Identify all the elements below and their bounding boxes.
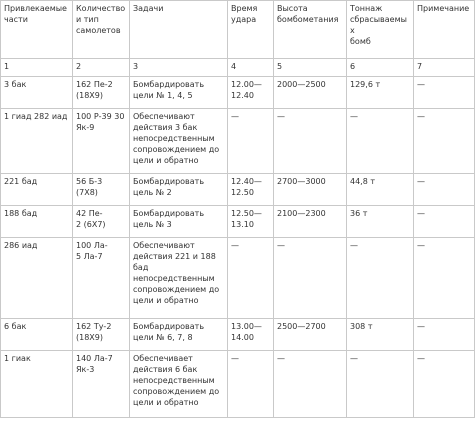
unit-cell: 6 бак [1,319,73,351]
note-cell: — [414,77,475,109]
task-cell: Обеспечивают действия 3 бак непосредственным сопровождением до цели и обратно [130,109,228,174]
strike-time-cell: — [228,109,274,174]
index-cell: 3 [130,59,228,77]
tonnage-cell: 129,6 т [347,77,414,109]
index-cell: 4 [228,59,274,77]
altitude-cell: 2100—2300 [274,206,347,238]
strike-time-cell: 12.00— 12.40 [228,77,274,109]
header-cell: Время удара [228,1,274,59]
task-cell: Бомбардировать цели № 6, 7, 8 [130,319,228,351]
task-cell: Бомбардировать цели № 1, 4, 5 [130,77,228,109]
task-cell: Обеспечивают действия 221 и 188 бад непосредственным сопровождением до цели и обратно [130,238,228,319]
altitude-cell: 2000—2500 [274,77,347,109]
note-cell: — [414,109,475,174]
note-cell: — [414,206,475,238]
header-cell: Примечание [414,1,475,59]
header-cell: Высота бомбометания [274,1,347,59]
table-row [1,174,475,206]
aircraft-cell: 56 Б-3 (7Х8) [73,174,130,206]
note-cell: — [414,351,475,418]
tonnage-cell: — [347,238,414,319]
altitude-cell: 2500—2700 [274,319,347,351]
altitude-cell: — [274,238,347,319]
strike-time-cell: — [228,351,274,418]
altitude-cell: 2700—3000 [274,174,347,206]
header-cell: Привлекаемые части [1,1,73,59]
tonnage-cell: 44,8 т [347,174,414,206]
aircraft-cell: 100 Р-39 30 Як-9 [73,109,130,174]
altitude-cell: — [274,351,347,418]
unit-cell: 1 гиад 282 иад [1,109,73,174]
index-cell: 6 [347,59,414,77]
index-cell: 1 [1,59,73,77]
index-cell: 7 [414,59,475,77]
aircraft-cell: 42 Пе- 2 (6Х7) [73,206,130,238]
unit-cell: 1 гиак [1,351,73,418]
aircraft-cell: 100 Ла- 5 Ла-7 [73,238,130,319]
tonnage-cell: 308 т [347,319,414,351]
note-cell: — [414,174,475,206]
strike-time-cell: 12.50— 13.10 [228,206,274,238]
tonnage-cell: — [347,351,414,418]
note-cell: — [414,238,475,319]
column-index-row [1,59,475,77]
table-row [1,109,475,174]
header-cell: Количество и тип самолетов [73,1,130,59]
unit-cell: 221 бад [1,174,73,206]
table-row [1,206,475,238]
header-row [1,1,475,59]
task-cell: Бомбардировать цель № 2 [130,174,228,206]
aircraft-cell: 162 Ту-2 (18Х9) [73,319,130,351]
note-cell: — [414,319,475,351]
strike-time-cell: — [228,238,274,319]
header-cell: Задачи [130,1,228,59]
table-row [1,351,475,418]
tonnage-cell: — [347,109,414,174]
table-row [1,319,475,351]
header-cell: Тоннаж сбрасываемых бомб [347,1,414,59]
unit-cell: 286 иад [1,238,73,319]
unit-cell: 188 бад [1,206,73,238]
strike-time-cell: 13.00— 14.00 [228,319,274,351]
index-cell: 5 [274,59,347,77]
table-row [1,77,475,109]
aircraft-cell: 162 Пе-2 (18Х9) [73,77,130,109]
task-cell: Бомбардировать цель № 3 [130,206,228,238]
unit-cell: 3 бак [1,77,73,109]
tonnage-cell: 36 т [347,206,414,238]
table-row [1,238,475,319]
task-cell: Обеспечивает действия 6 бак непосредственным сопровождением до цели и обратно [130,351,228,418]
strike-time-cell: 12.40— 12.50 [228,174,274,206]
index-cell: 2 [73,59,130,77]
altitude-cell: — [274,109,347,174]
aircraft-cell: 140 Ла-7 Як-3 [73,351,130,418]
